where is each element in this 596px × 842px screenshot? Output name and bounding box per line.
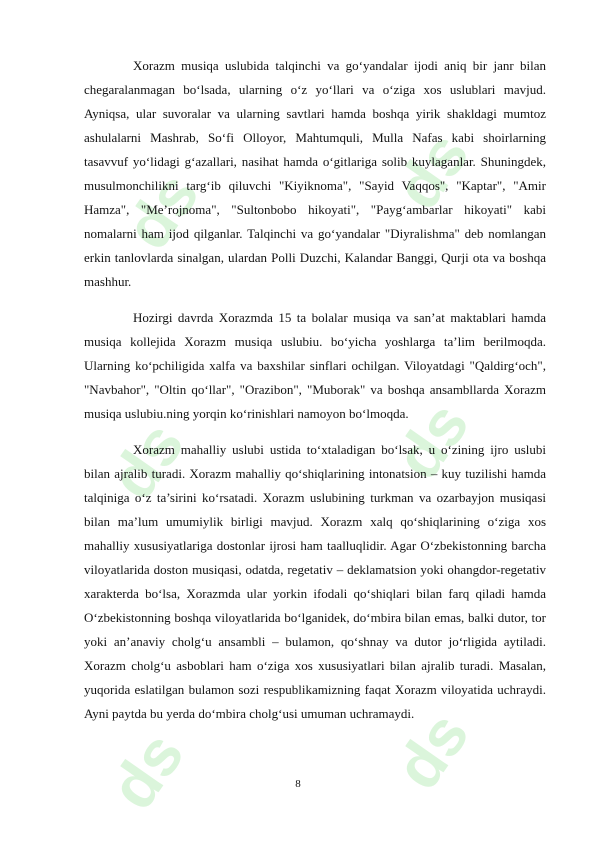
paragraph-2: Hozirgi davrda Xorazmda 15 ta bolalar musiqa va san’at maktablari hamda musiqa kollejida Xorazm musiqa uslubiu. bo‘yicha yoshlarga ta’lim berilmoqda. Ularning ko‘pchiligida xalfa va baxshilar sinflari ochilgan. Viloyatdagi "Qaldirg‘och", "Navbahor", "Oltin qo‘llar", "Orazibon", "Muborak" va boshqa ansambllarda Xorazm musiqa uslubiu.ning yorqin ko‘rinishlari namoyon bo‘lmoqda. <box>84 310 546 421</box>
document-body <box>84 54 546 738</box>
watermark-upper-right: ds <box>380 119 483 222</box>
paragraph-1: Xorazm musiqa uslubida talqinchi va go‘yandalar ijodi aniq bir janr bilan chegaralanmagan bo‘lsada, ularning o‘z yo‘llari va o‘ziga xos uslublari mavjud. Ayniqsa, ular suvoralar va ularning savtlari hamda boshqa yirik shakldagi mumtoz ashulalarni Mashrab, So‘fi Olloyor, Mahtumquli, Mulla Nafas kabi shoirlarning tasavvuf yo‘lidagi g‘azallari, nasihat hamda o‘gitlariga solib kuylaganlar. Shuningdek, musulmonchilikni targ‘ib qiluvchi "Kiyiknoma", "Sayid Vaqqos", "Kaptar", "Amir Hamza", "Me’rojnoma", "Sultonbobo hikoyati", "Payg‘ambarlar hikoyati" kabi nomalarni ham ijod qilganlar. Talqinchi va go‘yandalar "Diyralishma" deb nomlangan erkin tanlovlarda sinalgan, ulardan Polli Duzchi, Kalandar Banggi, Qurji ota va boshqa mashhur. <box>84 58 546 289</box>
paragraph-3: Xorazm mahalliy uslubi ustida to‘xtaladigan bo‘lsak, u o‘zining ijro uslubi bilan ajralib turadi. Xorazm mahalliy qo‘shiqlarining intonatsion – kuy tuzilishi hamda talqiniga o‘z ta’sirini ko‘rsatadi. Xorazm uslubining turkman va ozarbayjon musiqasi bilan ma’lum umumiylik birligi mavjud. Xorazm xalq qo‘shiqlarining o‘ziga xos mahalliy xususiyatlariga dostonlar ijrosi ham taalluqlidir. Agar O‘zbekistonning barcha viloyatlarida doston musiqasi, odatda, regetativ – deklamatsion yoki ohangdor-regetativ xarakterda bo‘lsa, Xorazmda ular yorkin ifodali qo‘shiqlari bilan farq qiladi hamda O‘zbekistonning boshqa viloyatlarida bo‘lganidek, do‘mbira bilan emas, balki dutor, tor yoki an’anaviy cholg‘u ansambli – bulamon, qo‘shnay va dutor jo‘rligida aytiladi. Xorazm cholg‘u asboblari ham o‘ziga xos xususiyatlari bilan ajralib turadi. Masalan, yuqorida eslatilgan bulamon sozi respublikamizning faqat Xorazm viloyatida uchraydi. Ayni paytda bu yerda do‘mbira cholg‘usi umuman uchramaydi. <box>84 442 546 721</box>
watermark-bottom: ds <box>95 719 198 822</box>
watermark-middle: ds <box>95 409 198 512</box>
page-number: 8 <box>295 778 301 790</box>
watermark-middle-right: ds <box>380 389 483 492</box>
watermark-bottom-right: ds <box>380 699 483 802</box>
watermark-top: ds <box>110 159 213 262</box>
